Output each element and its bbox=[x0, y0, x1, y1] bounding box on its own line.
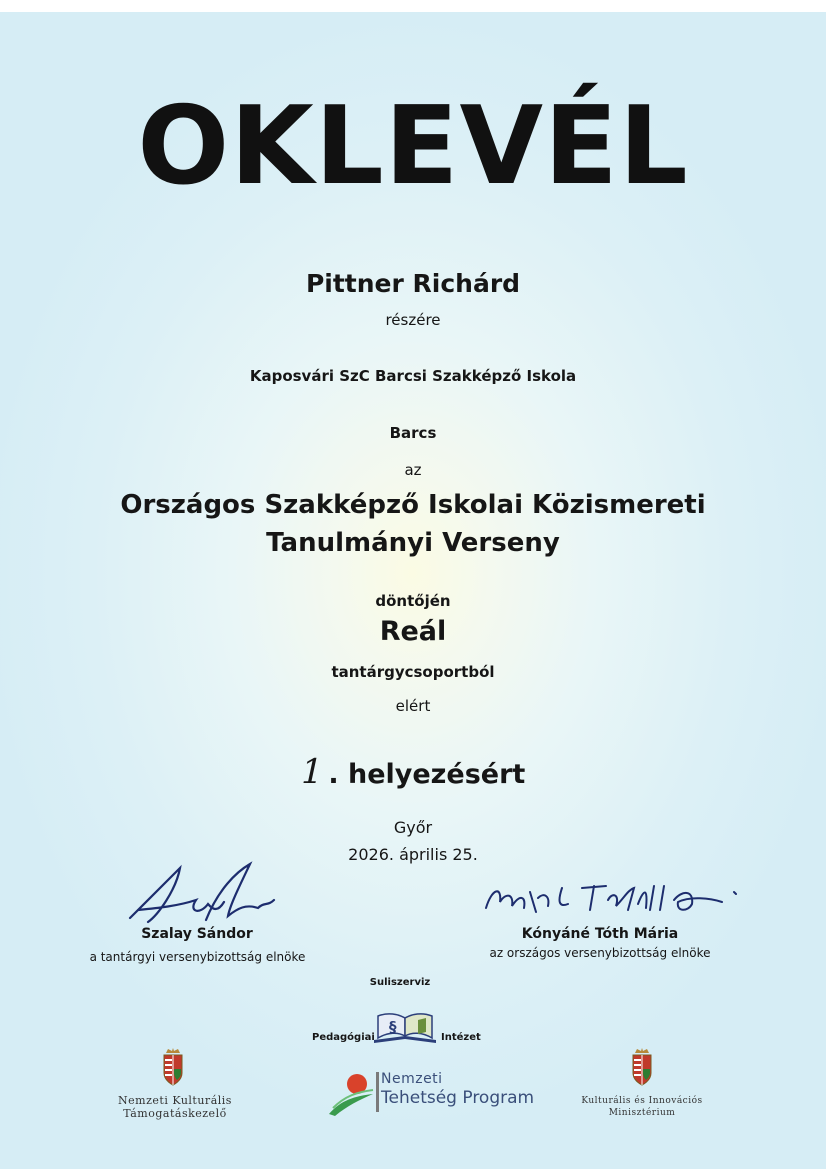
date: 2026. április 25. bbox=[348, 845, 478, 864]
ntp-divider bbox=[376, 1072, 379, 1112]
competition-name-line1: Országos Szakképző Iskolai Közismereti bbox=[120, 490, 706, 520]
school-name: Kaposvári SzC Barcsi Szakképző Iskola bbox=[249, 367, 577, 385]
hungarian-coat-of-arms-icon bbox=[162, 1047, 184, 1087]
signatory-right-role: az országos versenybizottság elnöke bbox=[489, 946, 711, 960]
hungarian-coat-of-arms-icon bbox=[631, 1047, 653, 1087]
city-name: Barcs bbox=[389, 424, 437, 442]
pedagogiai-label: Pedagógiai bbox=[312, 1032, 375, 1043]
intezet-label: Intézet bbox=[441, 1032, 481, 1043]
talent-program-wave-icon bbox=[327, 1070, 377, 1120]
certificate-title: OKLEVÉL bbox=[137, 84, 689, 209]
book-paragraph-icon bbox=[372, 1008, 438, 1044]
kim-line1: Kulturális és Innovációs bbox=[581, 1096, 703, 1106]
kim-line2: Minisztérium bbox=[608, 1108, 676, 1118]
suliszerviz-label: Suliszerviz bbox=[369, 977, 431, 988]
ntp-line1: Nemzeti bbox=[381, 1071, 443, 1087]
signature-left bbox=[118, 860, 278, 930]
achieved-label: elért bbox=[395, 697, 431, 715]
ntp-line2: Tehetség Program bbox=[381, 1088, 535, 1108]
category-name: Reál bbox=[379, 616, 447, 647]
signatory-right-name: Kónyáné Tóth Mária bbox=[521, 926, 679, 942]
signatory-left-role-text: a tantárgyi versenybizottság elnöke bbox=[89, 950, 306, 964]
placement-number: 1 bbox=[296, 752, 327, 792]
ntk-line2: Támogatáskezelő bbox=[123, 1107, 227, 1120]
signatory-left-name: Szalay Sándor bbox=[141, 926, 253, 942]
for-label: részére bbox=[385, 311, 441, 329]
placement-suffix: . helyezésért bbox=[328, 759, 526, 790]
competition-name-line2: Tanulmányi Verseny bbox=[266, 528, 560, 558]
location: Győr bbox=[393, 818, 433, 837]
signature-right bbox=[478, 878, 748, 923]
recipient-name: Pittner Richárd bbox=[305, 269, 521, 298]
round-label: döntőjén bbox=[375, 592, 451, 610]
ntk-line1: Nemzeti Kulturális bbox=[118, 1094, 232, 1107]
subject-group-label: tantárgycsoportból bbox=[331, 663, 495, 681]
placement-line bbox=[0, 752, 826, 792]
svg-text:§: § bbox=[389, 1018, 397, 1036]
article-az: az bbox=[404, 461, 422, 479]
